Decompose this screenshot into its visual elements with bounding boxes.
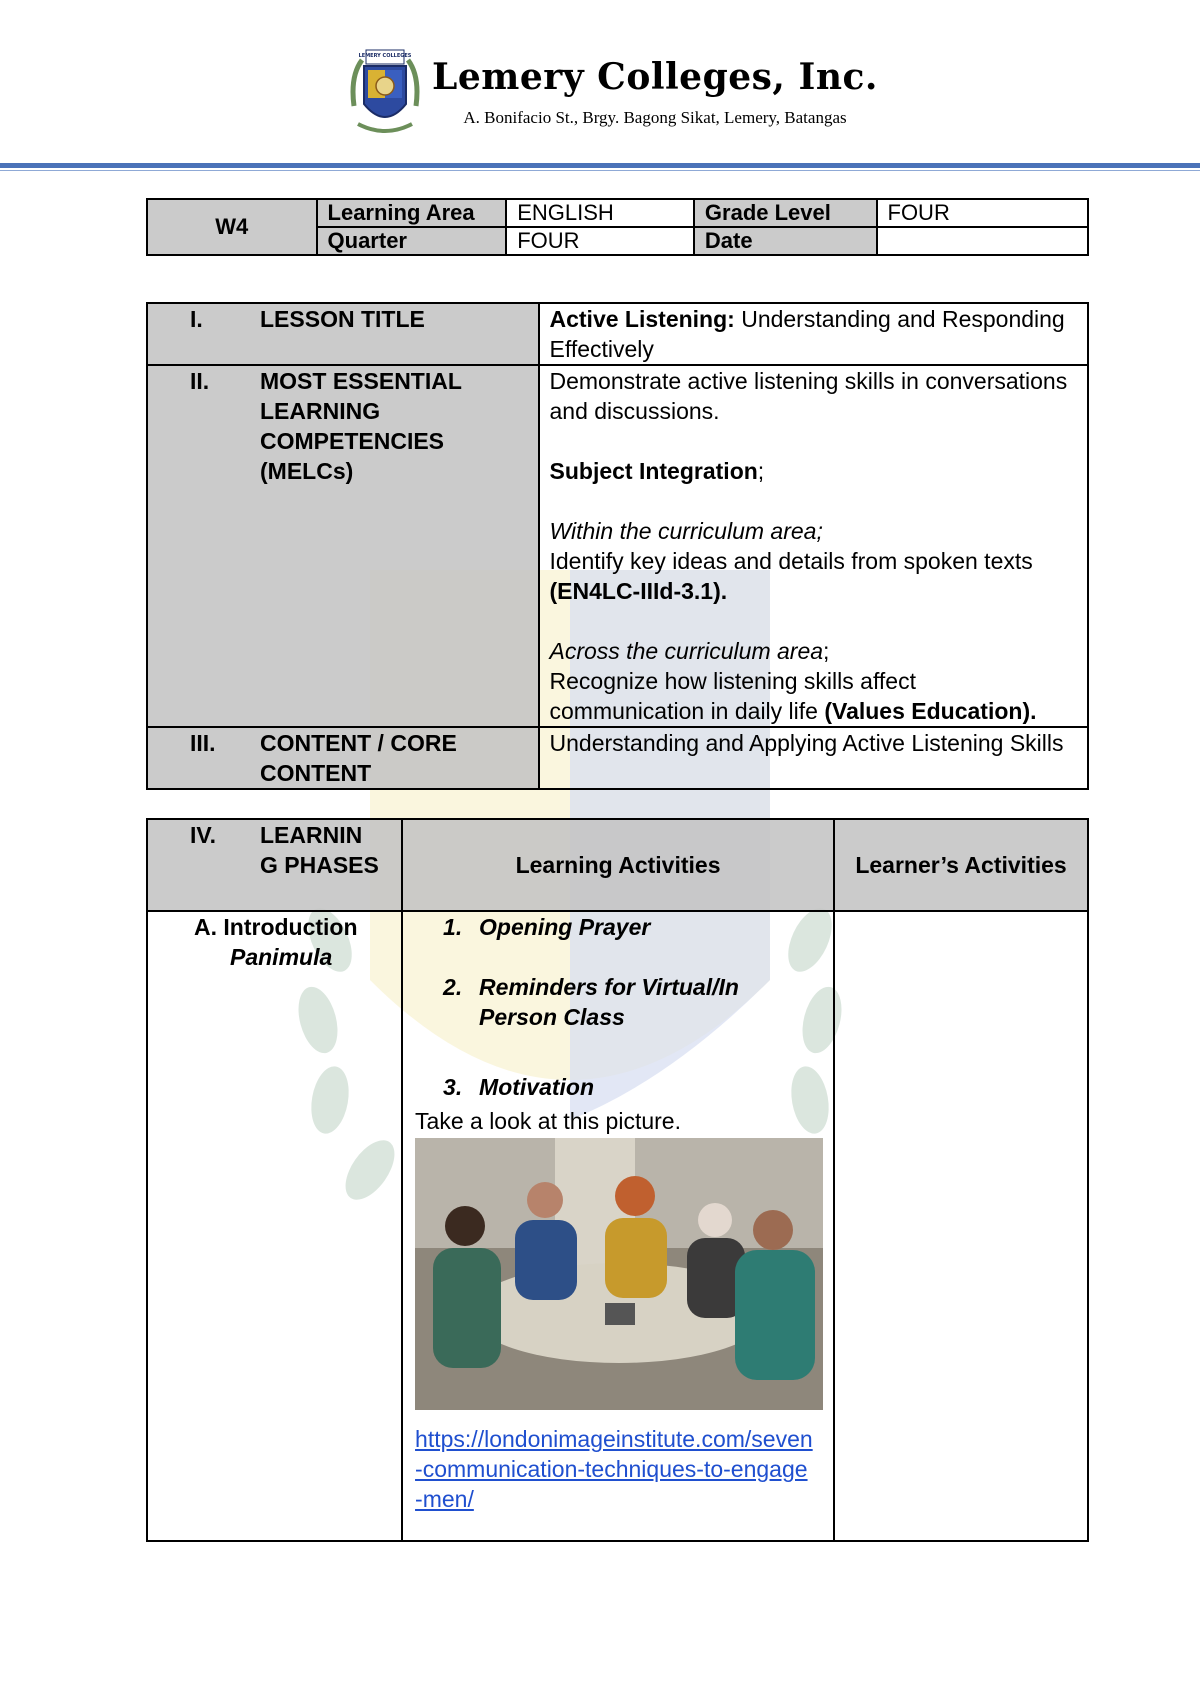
phase-a-label: A. Introduction	[194, 914, 358, 940]
quarter-value: FOUR	[506, 227, 694, 255]
section-number: I.	[190, 306, 203, 332]
learning-activities-header: Learning Activities	[402, 819, 834, 911]
school-logo	[348, 46, 422, 140]
section-title: LESSON TITLE	[260, 306, 425, 332]
group-discussion-photo	[415, 1138, 823, 1410]
header-divider	[0, 163, 1200, 168]
section-title: CONTENT / CORE CONTENT	[260, 730, 457, 786]
lesson-title-rest: Understanding and Responding Effectively	[549, 306, 1065, 362]
info-table	[146, 198, 1089, 256]
lesson-table	[146, 302, 1089, 790]
content-header	[147, 727, 539, 789]
activity-item: 2. Reminders for Virtual/In Person Class	[443, 974, 739, 1030]
letterhead	[0, 0, 1200, 170]
learning-activities-cell	[402, 911, 834, 1541]
learning-phases-table	[146, 818, 1089, 1542]
learning-area-value: ENGLISH	[506, 199, 694, 227]
header-divider-thin	[0, 170, 1200, 171]
section-title: MOST ESSENTIAL LEARNING COMPETENCIES (MELCs)	[260, 368, 462, 484]
quarter-label: Quarter	[317, 227, 507, 255]
lesson-title-value	[539, 303, 1089, 365]
logo-text: LEMERY COLLEGES	[358, 53, 412, 59]
learners-activities-header: Learner’s Activities	[834, 819, 1088, 911]
date-label: Date	[694, 227, 877, 255]
content-value: Understanding and Applying Active Listening Skills	[539, 727, 1089, 789]
picture-instruction: Take a look at this picture.	[415, 1108, 681, 1134]
activity-item: 3. Motivation	[443, 1074, 595, 1100]
lesson-title-header	[147, 303, 539, 365]
section-number: III.	[190, 730, 216, 756]
melc-main: Demonstrate active listening skills in conversations and discussions.	[549, 368, 1068, 424]
school-name: Lemery Colleges, Inc.	[432, 56, 878, 98]
across-curriculum-text: Recognize how listening skills affect communication in daily life (Values Education).	[549, 668, 1037, 724]
phase-a-sublabel: Panimula	[230, 944, 333, 970]
section-number: IV.	[190, 822, 217, 848]
phases-header	[147, 819, 402, 911]
date-field[interactable]	[877, 227, 1089, 255]
across-curriculum-label: Across the curriculum area;	[549, 638, 830, 664]
image-source-link[interactable]: https://londonimageinstitute.com/seven-communication-techniques-to-engage-men/	[415, 1426, 813, 1512]
school-address: A. Bonifacio St., Brgy. Bagong Sikat, Lemery, Batangas	[463, 108, 847, 127]
learning-area-label: Learning Area	[317, 199, 507, 227]
activity-item: 1. Opening Prayer	[443, 914, 651, 940]
melcs-content	[539, 365, 1089, 727]
subject-integration: Subject Integration;	[549, 458, 765, 484]
within-curriculum-text: Identify key ideas and details from spoken texts (EN4LC-IIId-3.1).	[549, 548, 1033, 604]
section-number: II.	[190, 368, 210, 394]
lesson-title-bold: Active Listening:	[549, 306, 735, 332]
within-curriculum-label: Within the curriculum area;	[549, 518, 823, 544]
activity-list	[415, 912, 823, 1102]
grade-level-value: FOUR	[877, 199, 1089, 227]
phase-introduction	[147, 911, 402, 1541]
section-title: LEARNIN G PHASES	[260, 822, 379, 878]
melcs-header	[147, 365, 539, 727]
week-cell: W4	[147, 199, 317, 255]
grade-level-label: Grade Level	[694, 199, 877, 227]
learners-activities-cell	[834, 911, 1088, 1541]
